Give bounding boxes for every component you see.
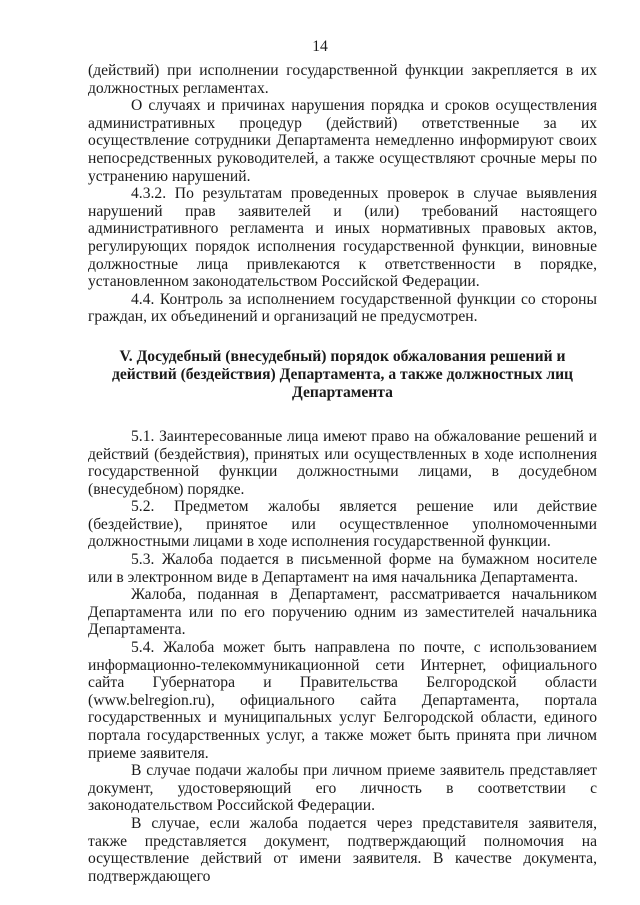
paragraph-4-3-2: 4.3.2. По результатам проведенных проверок в случае выявления нарушений прав заявителей и (или) требований настоящего административного регламента и иных нормативных правовых актов, регулирующих порядок исполнения государственной функции, виновные должностные лица привлекаются к ответственности в порядке, установленном законодательством Российской Федерации. [88,185,597,291]
paragraph-personal-reception: В случае подачи жалобы при личном приеме заявитель представляет документ, удостоверяющий его личность в соответствии с законодательством Российской Федерации. [88,762,597,815]
paragraph-5-3: 5.3. Жалоба подается в письменной форме на бумажном носителе или в электронном виде в Департамент на имя начальника Департамента. [88,551,597,586]
paragraph-5-4: 5.4. Жалоба может быть направлена по почте, с использованием информационно-телекоммуникационной сети Интернет, официального сайта Губернатора и Правительства Белгородской области (www.belregion.ru), официального сайта Департамента, портала государственных и муниципальных услуг Белгородской области, единого портала государственных услуг, а также может быть принята при личном приеме заявителя. [88,639,597,762]
paragraph-violations: О случаях и причинах нарушения порядка и сроков осуществления административных процедур (действий) ответственные за их осуществление сотрудники Департамента немедленно информируют своих непосредственных руководителей, а также осуществляют срочные меры по устранению нарушений. [88,97,597,185]
page-number: 14 [312,38,328,55]
paragraph-representative: В случае, если жалоба подается через представителя заявителя, также представляется документ, подтверждающий полномочия на осуществление действий от имени заявителя. В качестве документа, подтверждающего [88,814,597,885]
paragraph-4-4: 4.4. Контроль за исполнением государственной функции со стороны граждан, их объединений и организаций не предусмотрен. [88,290,597,326]
section-heading: V. Досудебный (внесудебный) порядок обжалования решений и действий (бездействия) Департамента, а также должностных лиц Департамента [111,347,574,401]
paragraph-continuation: (действий) при исполнении государственной функции закрепляется в их должностных регламентах. [88,62,597,97]
document-body [88,62,597,885]
paragraph-5-1: 5.1. Заинтересованные лица имеют право на обжалование решений и действий (бездействия), принятых или осуществленных в ходе исполнения государственной функции должностными лицами, в досудебном (внесудебном) порядке. [88,427,597,498]
paragraph-5-2: 5.2. Предметом жалобы является решение или действие (бездействие), принятое или осуществленное уполномоченными должностными лицами в ходе исполнения государственной функции. [88,498,597,551]
paragraph-complaint-review: Жалоба, поданная в Департамент, рассматривается начальником Департамента или по его поручению одним из заместителей начальника Департамента. [88,586,597,639]
